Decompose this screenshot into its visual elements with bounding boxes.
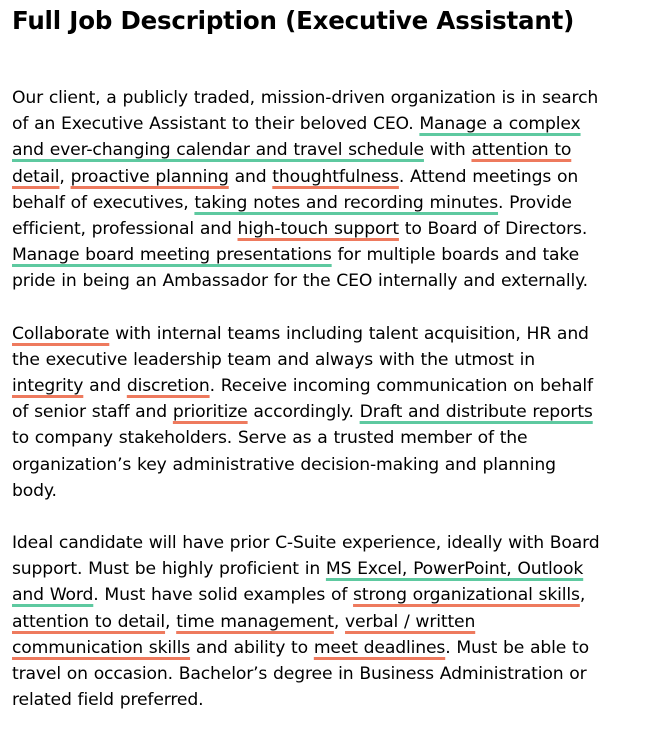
green-underlined-phrase: and ever-changing calendar and travel schedule [12,140,424,161]
orange-underlined-phrase: integrity [12,376,84,397]
body-text: with [423,140,472,161]
text-line [12,635,640,661]
text-line [12,425,640,451]
green-underlined-phrase: and Word [12,585,94,606]
orange-underlined-phrase: prioritize [172,402,248,423]
orange-underlined-phrase: proactive planning [70,166,229,187]
orange-underlined-phrase: high-touch support [237,219,399,240]
body-text: . Attend meetings on [398,166,579,187]
body-text: , [59,166,71,187]
orange-underlined-phrase: verbal / written [345,611,476,632]
text-line [12,85,640,111]
text-line [12,582,640,608]
orange-underlined-phrase: thoughtfulness [272,166,399,187]
orange-underlined-phrase: time management [176,611,334,632]
body-text: travel on occasion. Bachelor’s degree in Business Administration or [12,664,587,685]
body-text: to Board of Directors. [398,219,588,240]
text-line [12,609,640,635]
green-underlined-phrase: MS Excel, PowerPoint, Outlook [325,559,584,580]
green-underlined-phrase: taking notes and recording minutes [194,192,499,213]
text-line [12,687,640,713]
body-text: , [165,611,177,632]
document-title: Full Job Description (Executive Assistant) [12,6,575,35]
body-text: , [579,585,586,606]
body-text: Ideal candidate will have prior C-Suite experience, ideally with Board [12,533,600,554]
body-text: , [333,611,346,632]
body-text: organization’s key administrative decision-making and planning [12,454,556,475]
orange-underlined-phrase: detail [12,166,60,187]
body-text: and [228,166,273,187]
text-line [12,190,640,216]
body-text: accordingly. [247,402,360,423]
orange-underlined-phrase: attention to detail [12,611,166,632]
body-text: and [83,376,127,397]
body-text: . Must have solid examples of [93,585,354,606]
body-text: . Provide [498,192,572,213]
text-line [12,137,640,163]
body-text: related field preferred. [12,690,204,711]
paragraph-collaboration [12,321,640,504]
green-underlined-phrase: Manage a complex [419,114,581,135]
body-text: to company stakeholders. Serve as a trusted member of the [12,428,528,449]
body-text: efficient, professional and [12,219,238,240]
orange-underlined-phrase: attention to [471,140,572,161]
orange-underlined-phrase: meet deadlines [313,637,446,658]
body-text: of an Executive Assistant to their beloved CEO. [12,114,420,135]
text-line [12,452,640,478]
body-text: Our client, a publicly traded, mission-driven organization is in search [12,88,599,108]
orange-underlined-phrase: discretion [126,376,210,397]
text-line [12,373,640,399]
body-text: the executive leadership team and always with the utmost in [12,349,535,370]
text-line [12,347,640,373]
body-text: . Receive incoming communication on behalf [209,376,593,397]
body-text: body. [12,480,57,501]
orange-underlined-phrase: communication skills [12,637,191,658]
text-line [12,661,640,687]
text-line [12,216,640,242]
text-line [12,530,640,556]
text-line [12,268,640,294]
text-line [12,556,640,582]
body-text: of senior staff and [12,402,173,423]
body-text: with internal teams including talent acquisition, HR and [109,323,589,344]
body-text: pride in being an Ambassador for the CEO internally and externally. [12,271,588,292]
green-underlined-phrase: Draft and distribute reports [359,402,593,423]
text-line [12,321,640,347]
orange-underlined-phrase: Collaborate [12,323,110,344]
orange-underlined-phrase: strong organizational skills [353,585,580,606]
paragraph-role-overview [12,85,640,295]
body-text: support. Must be highly proficient in [12,559,326,580]
text-line [12,399,640,425]
text-line [12,164,640,190]
body-text: behalf of executives, [12,192,195,213]
green-underlined-phrase: Manage board meeting presentations [12,245,332,266]
body-text: and ability to [190,637,314,658]
text-line [12,478,640,504]
paragraph-ideal-candidate [12,530,640,713]
body-text: for multiple boards and take [331,245,580,266]
text-line [12,242,640,268]
text-line [12,111,640,137]
body-text: . Must be able to [445,637,589,658]
